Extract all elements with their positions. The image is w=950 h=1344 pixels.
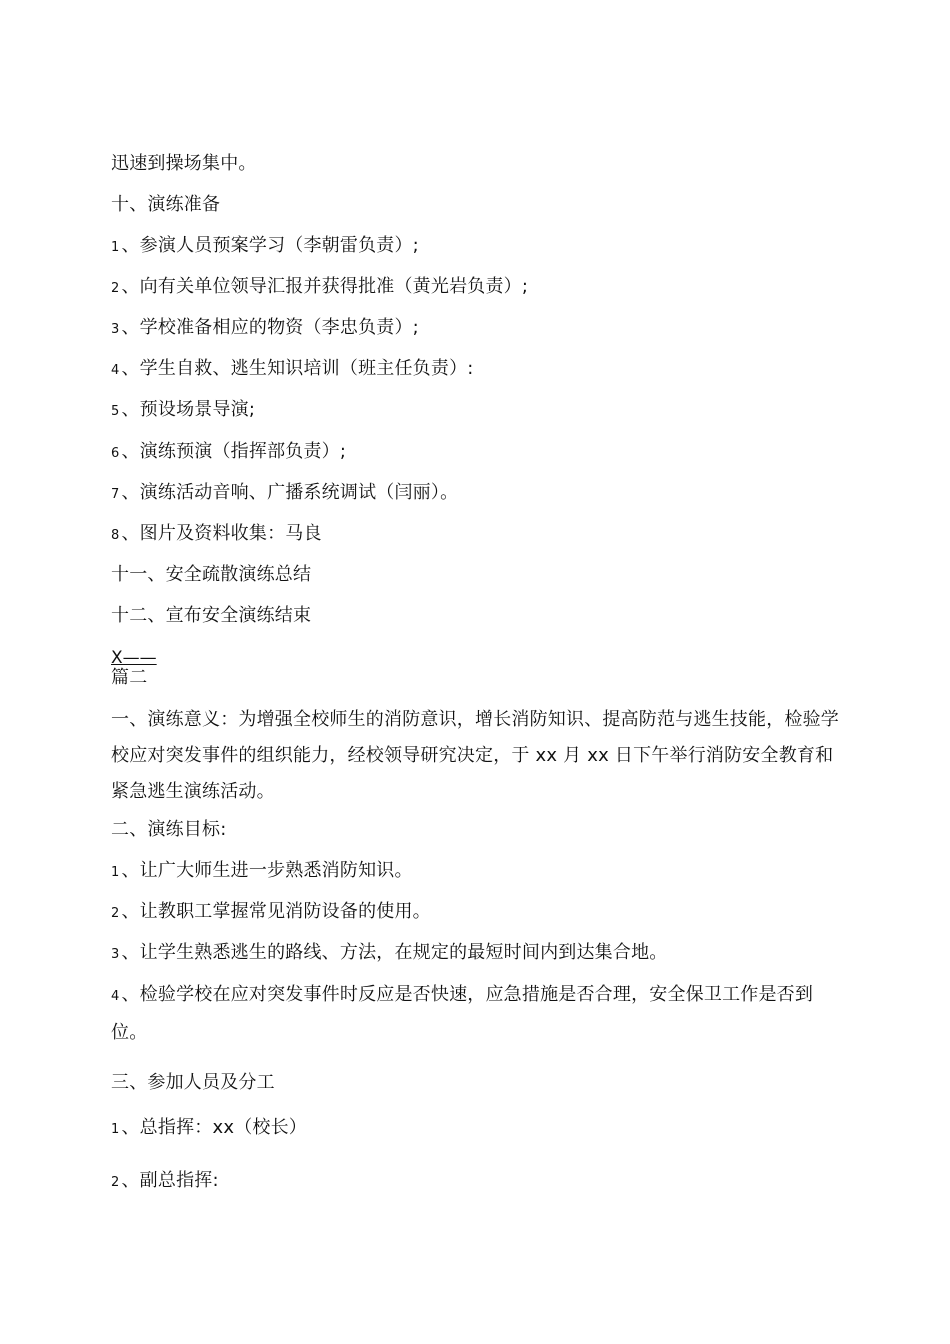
staff-item-text: 、总指挥：xx（校长） [121, 1117, 307, 1138]
prep-item-number: 3 [111, 322, 120, 337]
staff-item-number: 2 [111, 1175, 120, 1190]
heading-participants: 三、参加人员及分工 [111, 1072, 275, 1093]
prep-item [111, 397, 255, 425]
prep-item-text: 、参演人员预案学习（李朝雷负责）; [121, 235, 419, 256]
goal-item-number: 1 [111, 865, 120, 880]
prep-item [111, 480, 458, 508]
prep-item [111, 439, 346, 467]
prep-item-text: 、演练活动音响、广播系统调试（闫丽）。 [121, 482, 459, 503]
prep-item-number: 2 [111, 281, 120, 296]
goal-item-number: 4 [111, 989, 120, 1004]
prep-item [111, 274, 528, 302]
prep-item-number: 4 [111, 363, 120, 378]
staff-item-text: 、副总指挥: [121, 1170, 219, 1191]
prep-item-text: 、图片及资料收集：马良 [121, 523, 322, 544]
prep-item-text: 、学生自救、逃生知识培训（班主任负责）: [121, 358, 474, 379]
prep-item-text: 、向有关单位领导汇报并获得批准（黄光岩负责）; [121, 276, 529, 297]
staff-item-number: 1 [111, 1122, 120, 1137]
goal-item-number: 3 [111, 947, 120, 962]
heading-drill-summary: 十一、安全疏散演练总结 [111, 564, 312, 585]
prep-item-text: 、预设场景导演; [121, 399, 256, 420]
prep-item-number: 6 [111, 446, 120, 461]
heading-drill-preparation: 十、演练准备 [111, 194, 221, 215]
heading-drill-goals: 二、演练目标: [111, 819, 227, 840]
staff-item [111, 1168, 219, 1196]
prep-item-number: 5 [111, 404, 120, 419]
staff-item [111, 1115, 307, 1143]
part-two-title: 篇二 [111, 667, 148, 688]
continuation-text: 迅速到操场集中。 [111, 153, 257, 174]
goal-item [111, 899, 431, 927]
goal-item-text: 、检验学校在应对突发事件时反应是否快速，应急措施是否合理，安全保卫工作是否到位。 [111, 984, 814, 1043]
goal-item-text: 、让广大师生进一步熟悉消防知识。 [121, 860, 413, 881]
prep-item-text: 、演练预演（指挥部负责）; [121, 441, 347, 462]
prep-item [111, 356, 474, 384]
prep-item [111, 233, 419, 261]
goal-item [111, 977, 841, 1051]
goal-item-number: 2 [111, 906, 120, 921]
prep-item-number: 8 [111, 528, 120, 543]
heading-drill-end: 十二、宣布安全演练结束 [111, 605, 312, 626]
goal-item [111, 858, 413, 886]
goal-item [111, 940, 667, 968]
prep-item-text: 、学校准备相应的物资（李忠负责）; [121, 317, 419, 338]
drill-significance-paragraph: 一、演练意义：为增强全校师生的消防意识，增长消防知识、提高防范与逃生技能，检验学校应对突发事件的组织能力，经校领导研究决定，于 xx 月 xx 日下午举行消防安全教育和紧急逃生演练活动。 [111, 709, 839, 802]
prep-item [111, 315, 419, 343]
goal-item-text: 、让教职工掌握常见消防设备的使用。 [121, 901, 431, 922]
prep-item [111, 521, 322, 549]
goal-item-text: 、让学生熟悉逃生的路线、方法，在规定的最短时间内到达集合地。 [121, 942, 668, 963]
separator-mark: X—— [111, 648, 157, 668]
prep-item-number: 7 [111, 487, 120, 502]
prep-item-number: 1 [111, 240, 120, 255]
